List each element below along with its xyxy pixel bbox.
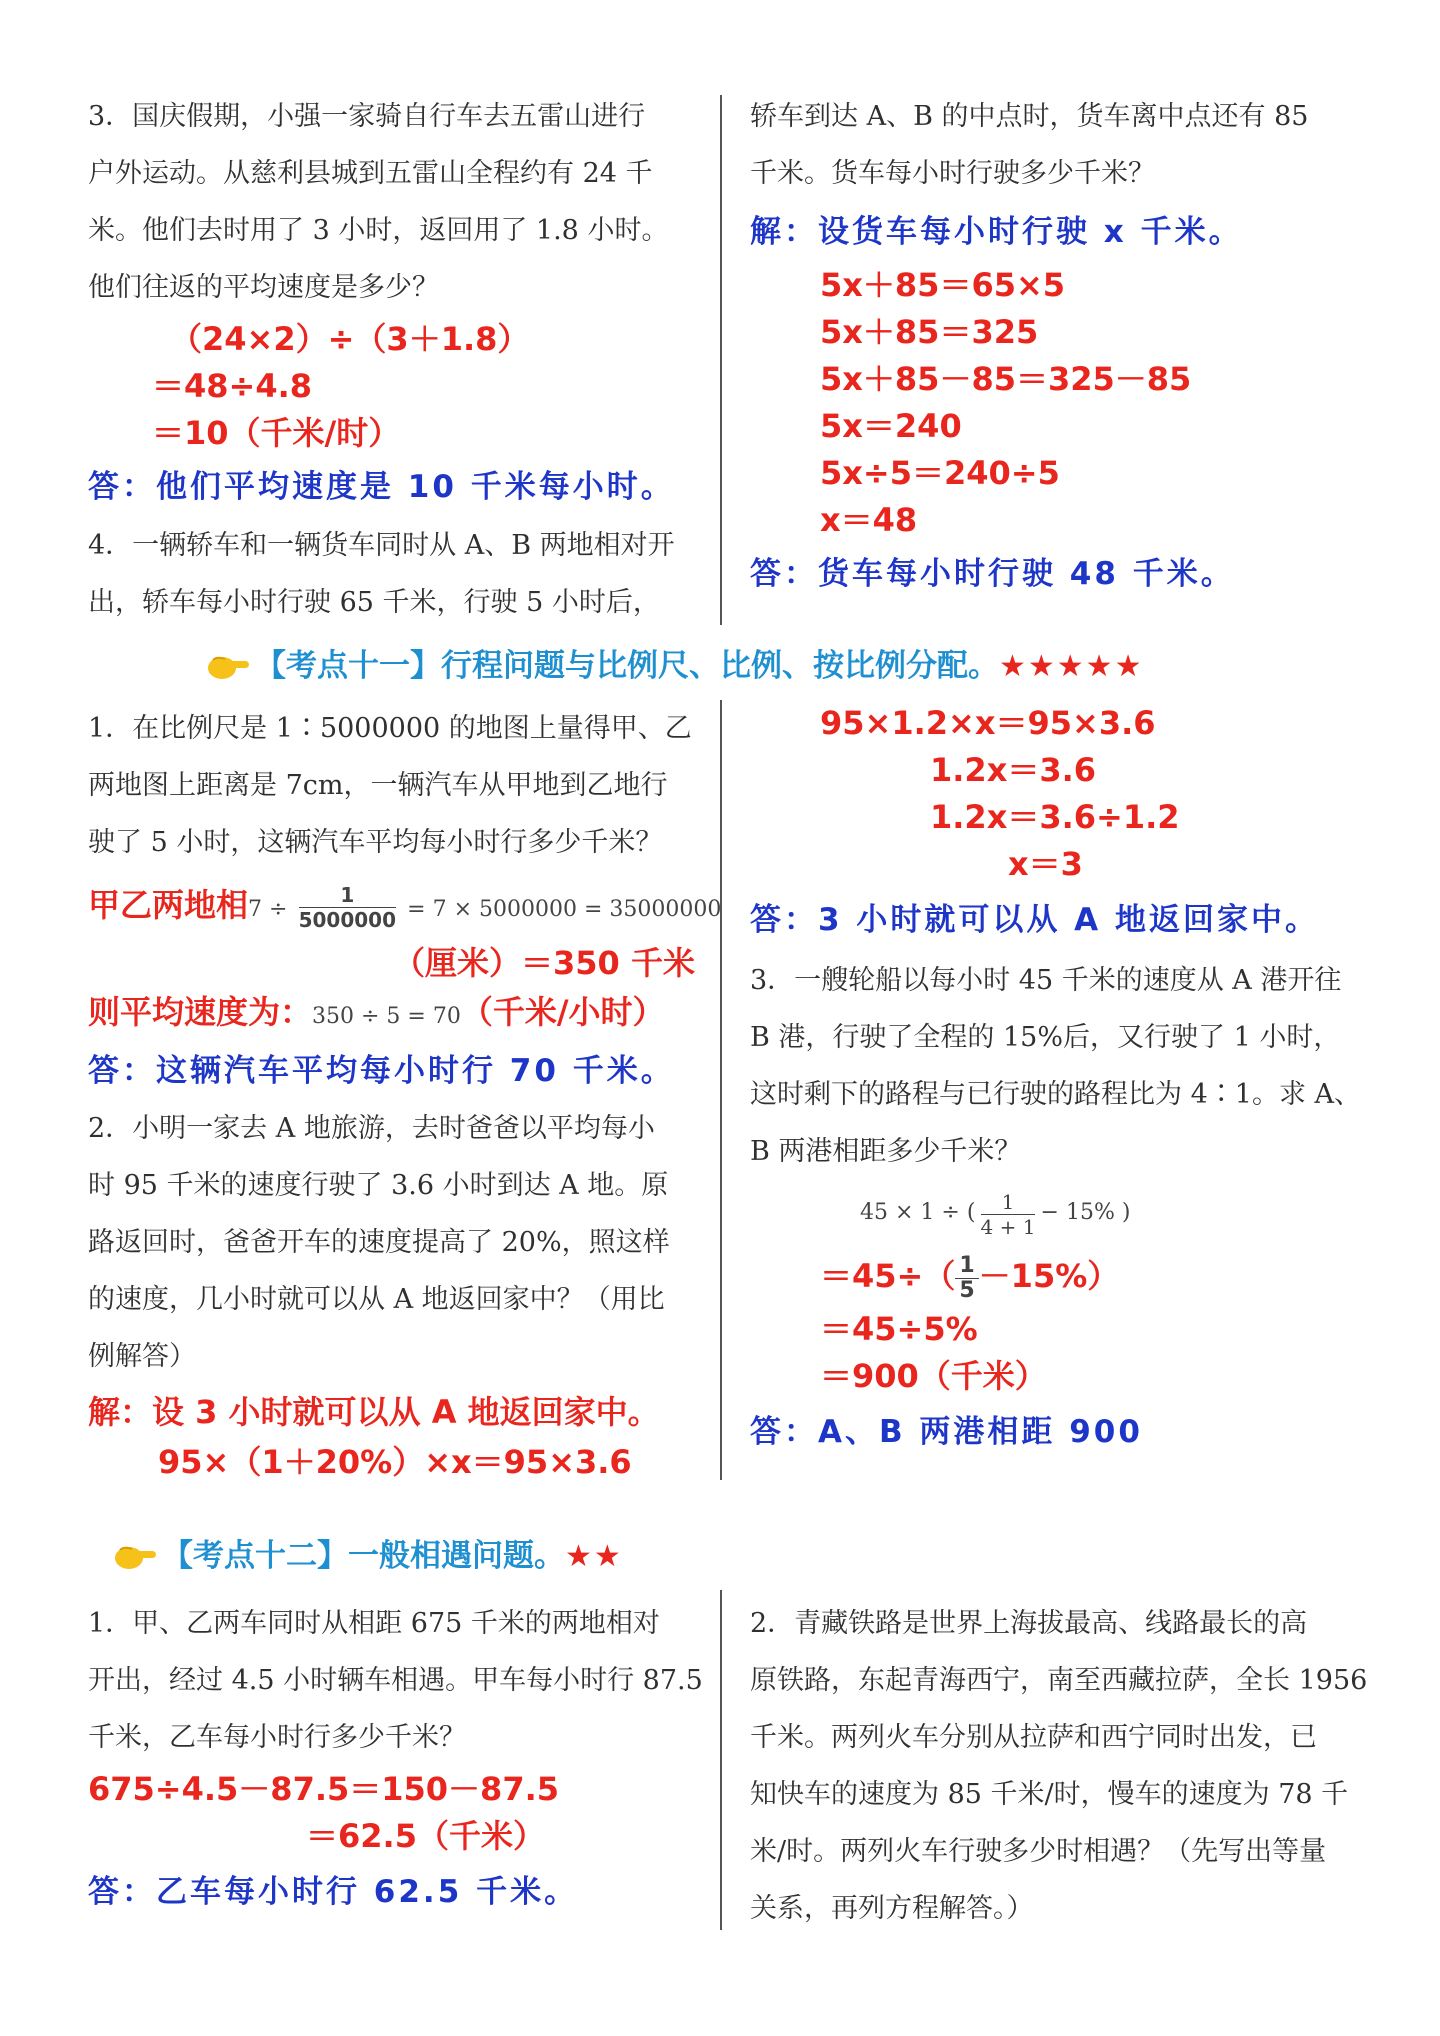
q3-step1-num: 1: [955, 1254, 978, 1279]
q3-calc: [860, 1180, 1390, 1246]
sec12-left-column: [88, 1595, 708, 1924]
q2-text-line: 例解答）: [88, 1341, 196, 1372]
q4-solution: 解：设货车每小时行驶 x 千米。: [750, 214, 1243, 250]
q4-work-line: 5x÷5＝240÷5: [820, 454, 1060, 492]
q1-text-line: 驶了 5 小时，这辆汽车平均每小时行多少千米？: [88, 827, 663, 858]
sec12-right-column: [750, 1595, 1390, 1937]
q2-work-line: 1.2x＝3.6÷1.2: [930, 798, 1180, 836]
q3-calc-post: − 15% ): [1040, 1200, 1131, 1225]
q3-frac-num: 1: [981, 1190, 1036, 1215]
q3-text-line: 户外运动。从慈利县城到五雷山全程约有 24 千: [88, 158, 653, 189]
q3-calc-pre: 45 × 1 ÷ (: [860, 1200, 976, 1225]
q3-text-line: 他们往返的平均速度是多少？: [88, 272, 439, 303]
q2-text-line: 时 95 千米的速度行驶了 3.6 小时到达 A 地。原: [88, 1170, 669, 1201]
q3-answer: 答：他们平均速度是 10 千米每小时。: [88, 469, 675, 505]
sec12-stars: ★★: [565, 1539, 623, 1574]
q1-work-label: 甲乙两地相: [88, 886, 249, 924]
q3-text-line: 3．一艘轮船以每小时 45 千米的速度从 A 港开往: [750, 965, 1342, 996]
sec11-stars: ★★★★★: [999, 649, 1144, 684]
q4-work-line: 5x＋85＝325: [820, 313, 1039, 351]
q1-frac-num: 1: [299, 883, 396, 908]
q3-text-line: B 两港相距多少千米？: [750, 1136, 1022, 1167]
q1-calc-pre: 7 ÷: [248, 897, 288, 922]
sec11-heading-text: 【考点十一】行程问题与比例尺、比例、按比例分配。: [255, 648, 999, 684]
q1-text-line: 两地图上距离是 7cm，一辆汽车从甲地到乙地行: [88, 770, 668, 801]
q1-result: （厘米）＝350 千米: [393, 944, 695, 982]
q4-text-line: 出，轿车每小时行驶 65 千米，行驶 5 小时后，: [88, 587, 660, 618]
q2-text-line: 原铁路，东起青海西宁，南至西藏拉萨，全长 1956: [750, 1665, 1368, 1696]
q4-cont-line: 千米。货车每小时行驶多少千米？: [750, 158, 1155, 189]
q4-cont-line: 轿车到达 A、B 的中点时，货车离中点还有 85: [750, 101, 1309, 132]
q1-speed-unit: （千米/小时）: [460, 993, 665, 1031]
pointing-hand-icon: [112, 1540, 158, 1572]
q2-solution: 解：设 3 小时就可以从 A 地返回家中。: [88, 1393, 660, 1431]
q1-speed-line: [88, 987, 708, 1042]
q3-work-line: ＝900（千米）: [820, 1357, 1047, 1395]
sec11-heading: [205, 640, 1143, 685]
q1-text-line: 1．甲、乙两车同时从相距 675 千米的两地相对: [88, 1608, 660, 1639]
q2-work-line: 1.2x＝3.6: [930, 751, 1097, 789]
q1-work-line: 675÷4.5－87.5＝150－87.5: [88, 1770, 560, 1808]
q2-text-line: 的速度，几小时就可以从 A 地返回家中？（用比: [88, 1284, 665, 1315]
column-divider-middle: [720, 700, 722, 1480]
column-divider-top: [720, 95, 722, 625]
q1-frac-den: 5000000: [298, 907, 397, 932]
sec11-left-column: [88, 700, 722, 1486]
q4-work-line: 5x＝240: [820, 407, 962, 445]
q2-equation: 95×（1＋20%）×x＝95×3.6: [158, 1443, 632, 1481]
q4-work-line: x＝48: [820, 501, 918, 539]
q3-fraction: [981, 1190, 1036, 1239]
q2-text-line: 知快车的速度为 85 千米/时，慢车的速度为 78 千: [750, 1779, 1349, 1810]
q2-text-line: 米/时。两列火车行驶多少时相遇？（先写出等量: [750, 1836, 1327, 1867]
sec12-heading-text: 【考点十二】一般相遇问题。: [162, 1538, 565, 1574]
q3-frac-den: 4 + 1: [980, 1215, 1036, 1239]
sec12-heading: [112, 1530, 623, 1575]
q2-text-line: 2．青藏铁路是世界上海拔最高、线路最长的高: [750, 1608, 1308, 1639]
q4-text-line: 4．一辆轿车和一辆货车同时从 A、B 两地相对开: [88, 530, 675, 561]
q1-text-line: 千米，乙车每小时行多少千米？: [88, 1722, 466, 1753]
q2-text-line: 2．小明一家去 A 地旅游，去时爸爸以平均每小: [88, 1113, 655, 1144]
q3-work-line: ＝45÷5%: [820, 1310, 978, 1348]
q2-text-line: 千米。两列火车分别从拉萨和西宁同时出发，已: [750, 1722, 1317, 1753]
q3-text-line: 这时剩下的路程与已行驶的路程比为 4∶1。求 A、: [750, 1079, 1362, 1110]
q3-text-line: 米。他们去时用了 3 小时，返回用了 1.8 小时。: [88, 215, 669, 246]
q1-answer: 答：这辆汽车平均每小时行 70 千米。: [88, 1053, 675, 1089]
sec11-right-column: [750, 700, 1390, 1464]
q3-work-line: ＝10（千米/时）: [152, 414, 401, 452]
q4-work-line: 5x＋85＝65×5: [820, 266, 1066, 304]
q3-step1-fraction: [955, 1254, 978, 1303]
q4-answer: 答：货车每小时行驶 48 千米。: [750, 556, 1235, 592]
q2-work-line: x＝3: [1008, 845, 1083, 883]
q3-answer: 答：A、B 两港相距 900: [750, 1414, 1143, 1450]
sec10-right-column: [750, 88, 1390, 604]
pointing-hand-icon: [205, 650, 251, 682]
q1-speed-calc: 350 ÷ 5 = 70: [312, 1004, 461, 1029]
q2-work-line: 95×1.2×x＝95×3.6: [820, 704, 1156, 742]
q1-work-line: ＝62.5（千米）: [306, 1817, 545, 1855]
q3-step1-den: 5: [959, 1277, 975, 1303]
q3-step1-pre: ＝45÷（: [820, 1257, 956, 1295]
q1-calc-post: = 7 × 5000000 = 35000000: [407, 897, 722, 922]
q1-work-line: [88, 875, 722, 940]
q1-fraction: [299, 883, 396, 932]
q3-work-line: ＝48÷4.8: [152, 367, 313, 405]
q2-text-line: 路返回时，爸爸开车的速度提高了 20%，照这样: [88, 1227, 670, 1258]
q2-text-line: 关系，再列方程解答。）: [750, 1893, 1034, 1924]
q1-speed-label: 则平均速度为：: [88, 993, 313, 1031]
q3-step1-post: －15%）: [978, 1257, 1120, 1295]
q3-work-line: （24×2）÷（3＋1.8）: [170, 320, 530, 358]
q4-work-line: 5x＋85－85＝325－85: [820, 360, 1192, 398]
sec10-left-column: [88, 88, 708, 631]
q2-answer: 答：3 小时就可以从 A 地返回家中。: [750, 902, 1319, 938]
q1-answer: 答：乙车每小时行 62.5 千米。: [88, 1874, 579, 1910]
q3-text-line: 3．国庆假期，小强一家骑自行车去五雷山进行: [88, 101, 646, 132]
column-divider-bottom: [720, 1590, 722, 1930]
q1-text-line: 1．在比例尺是 1∶5000000 的地图上量得甲、乙: [88, 713, 692, 744]
q3-step1: [820, 1246, 1390, 1306]
q3-text-line: B 港，行驶了全程的 15%后，又行驶了 1 小时，: [750, 1022, 1341, 1053]
q1-text-line: 开出，经过 4.5 小时辆车相遇。甲车每小时行 87.5: [88, 1665, 703, 1696]
